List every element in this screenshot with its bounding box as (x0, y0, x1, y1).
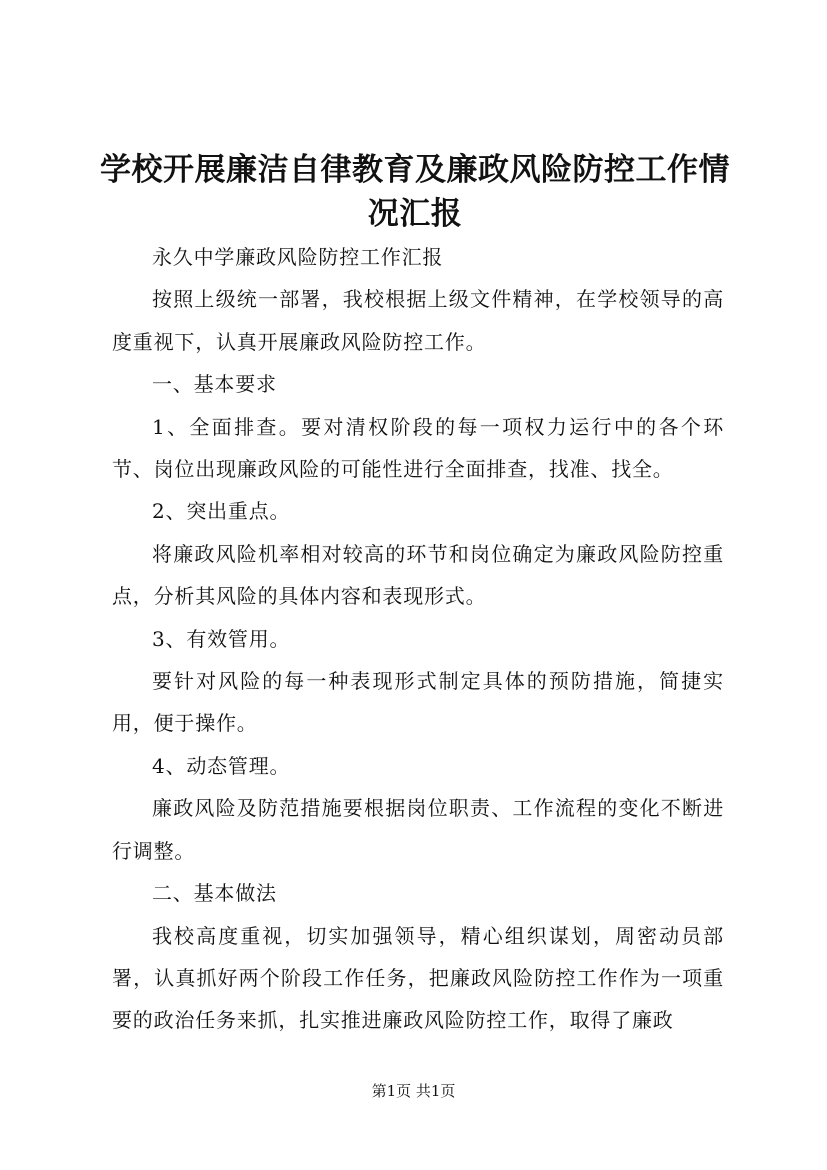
document-title: 学校开展廉洁自律教育及廉政风险防控工作情况汇报 (100, 152, 730, 232)
paragraph-intro: 按照上级统一部署，我校根据上级文件精神，在学校领导的高度重视下，认真开展廉政风险防控工作。 (112, 287, 724, 354)
paragraph-item-4-body: 廉政风险及防范措施要根据岗位职责、工作流程的变化不断进行调整。 (112, 796, 724, 863)
paragraph-item-1: 1、全面排查。要对清权阶段的每一项权力运行中的各个环节、岗位出现廉政风险的可能性进行全面排查，找准、找全。 (112, 414, 724, 482)
section-heading-basic-requirements: 一、基本要求 (152, 372, 277, 397)
paragraph-subtitle: 永久中学廉政风险防控工作汇报 (152, 245, 444, 269)
paragraph-item-4-heading: 4、动态管理。 (152, 753, 291, 778)
page-number-footer: 第1页 共1页 (371, 1082, 456, 1100)
document-body (112, 236, 724, 1042)
paragraph-practices-body: 我校高度重视，切实加强领导，精心组织谋划，周密动员部署，认真抓好两个阶段工作任务，把廉政风险防控工作作为一项重要的政治任务来抓，扎实推进廉政风险防控工作，取得了廉政 (112, 923, 724, 1033)
paragraph-item-2-heading: 2、突出重点。 (152, 499, 291, 524)
section-heading-basic-practices: 二、基本做法 (152, 881, 277, 906)
paragraph-item-3-body: 要针对风险的每一种表现形式制定具体的预防措施，简捷实用，便于操作。 (112, 669, 724, 736)
paragraph-item-3-heading: 3、有效管用。 (152, 626, 291, 651)
paragraph-item-2-body: 将廉政风险机率相对较高的环节和岗位确定为廉政风险防控重点，分析其风险的具体内容和表现形式。 (112, 541, 724, 609)
